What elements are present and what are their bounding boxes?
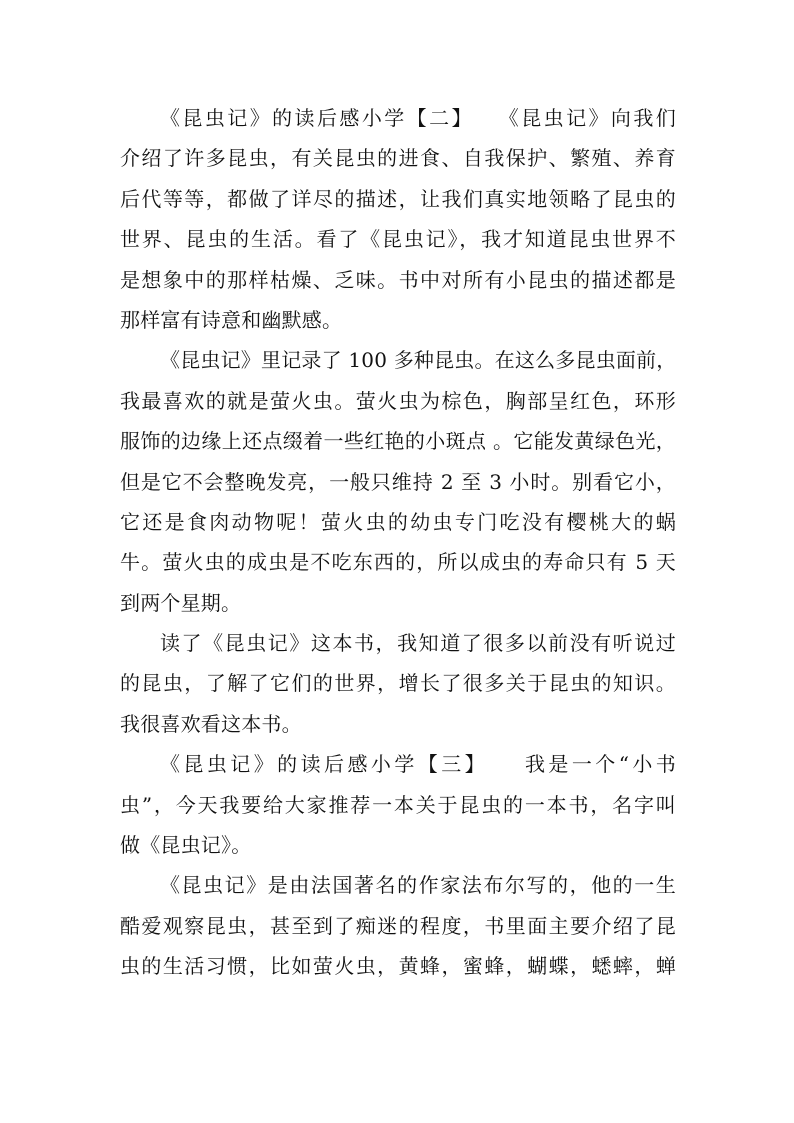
text-line: 我很喜欢看这本书。 — [120, 711, 302, 736]
text-line: 它还是食肉动物呢！萤火虫的幼虫专门吃没有樱桃大的蜗 — [120, 509, 676, 534]
text-line: 那样富有诗意和幽默感。 — [120, 307, 343, 332]
text-line: 是想象中的那样枯燥、乏味。书中对所有小昆虫的描述都是 — [120, 267, 676, 292]
text-line: 到两个星期。 — [120, 590, 242, 615]
text-line: 读了《昆虫记》这本书，我知道了很多以前没有听说过 — [160, 631, 676, 656]
text-line: 服饰的边缘上还点缀着一些红艳的小斑点 。它能发黄绿色光， — [120, 429, 676, 454]
text-line: 《昆虫记》的读后感小学【二】 《昆虫记》向我们 — [160, 106, 676, 130]
text-line: 介绍了许多昆虫，有关昆虫的进食、自我保护、繁殖、养育 — [120, 146, 676, 171]
text-line: 酷爱观察昆虫，甚至到了痴迷的程度，书里面主要介绍了昆 — [120, 913, 676, 938]
text-line: 牛。萤火虫的成虫是不吃东西的，所以成虫的寿命只有 5 天 — [120, 550, 676, 575]
text-line: 《昆虫记》的读后感小学【三】 我是一个“小书 — [160, 752, 676, 777]
text-line: 但是它不会整晚发亮，一般只维持 2 至 3 小时。别看它小， — [120, 469, 676, 494]
text-line: 虫的生活习惯，比如萤火虫，黄蜂，蜜蜂，蝴蝶，蟋蟀，蝉 — [120, 954, 676, 979]
document-body — [120, 98, 676, 987]
text-line: 的昆虫，了解了它们的世界，增长了很多关于昆虫的知识。 — [120, 671, 676, 696]
text-line: 虫”，今天我要给大家推荐一本关于昆虫的一本书，名字叫 — [120, 792, 676, 817]
text-line: 做《昆虫记》。 — [120, 833, 252, 858]
text-line: 《昆虫记》里记录了 100 多种昆虫。在这么多昆虫面前， — [160, 348, 677, 373]
text-line: 世界、昆虫的生活。看了《昆虫记》，我才知道昆虫世界不 — [120, 227, 676, 252]
text-line: 后代等等，都做了详尽的描述，让我们真实地领略了昆虫的 — [120, 186, 676, 211]
text-line: 《昆虫记》是由法国著名的作家法布尔写的，他的一生 — [160, 873, 676, 898]
text-line: 我最喜欢的就是萤火虫。萤火虫为棕色，胸部呈红色，环形 — [120, 388, 676, 413]
